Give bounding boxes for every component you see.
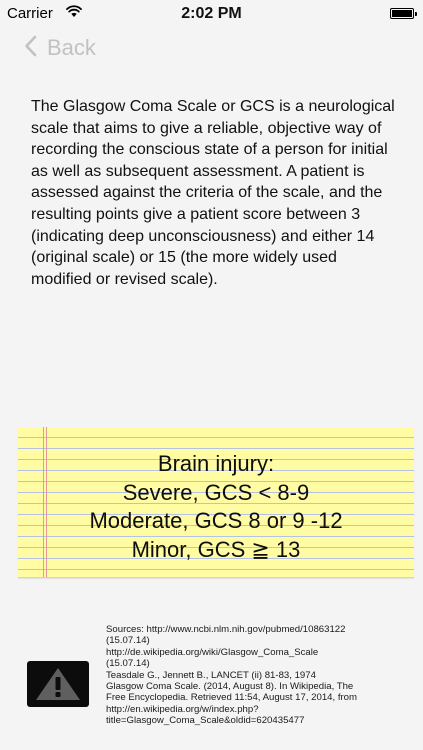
battery-icon: [390, 8, 414, 19]
status-bar: [0, 0, 423, 28]
back-button[interactable]: [24, 33, 96, 63]
chevron-left-icon: [24, 35, 37, 62]
gcs-description: The Glasgow Coma Scale or GCS is a neurological scale that aims to give a reliable, objective way of recording the conscious state of a person for initial as well as subsequent assessment. A patient is assessed against the criteria of the scale, and the resulting points give a patient score between 3 (indicating deep unconsciousness) and either 14 (original scale) or 15 (the more widely used modified or revised scale).: [31, 98, 395, 288]
brain-injury-text: [18, 450, 414, 564]
status-time: 2:02 PM: [181, 5, 242, 22]
brain-injury-notepad: [18, 427, 414, 578]
severe-line: Severe, GCS < 8-9: [122, 479, 310, 505]
minor-line: Minor, GCS ≧ 13: [131, 536, 301, 562]
sources-text: Sources: http://www.ncbi.nlm.nih.gov/pubmed/10863122 (15.07.14) http://de.wikipedia.org/wiki/Glasgow_Coma_Scale (15.07.14) Teasdale G., Jennett B., LANCET (ii) 81-83, 1974 Glasgow Coma Scale. (2014, August 8). In Wikipedia, The Free Encyclopedia. Retrieved 11:54, August 17, 2014, from http://en.wikipedia.org/w/index.php? title=Glasgow_Coma_Scale&oldid=620435477: [106, 624, 358, 727]
brain-injury-heading: Brain injury:: [157, 451, 275, 476]
carrier-label: Carrier: [7, 5, 53, 22]
warning-icon: [27, 661, 89, 707]
back-label: Back: [47, 35, 96, 60]
moderate-line: Moderate, GCS 8 or 9 -12: [89, 508, 343, 533]
